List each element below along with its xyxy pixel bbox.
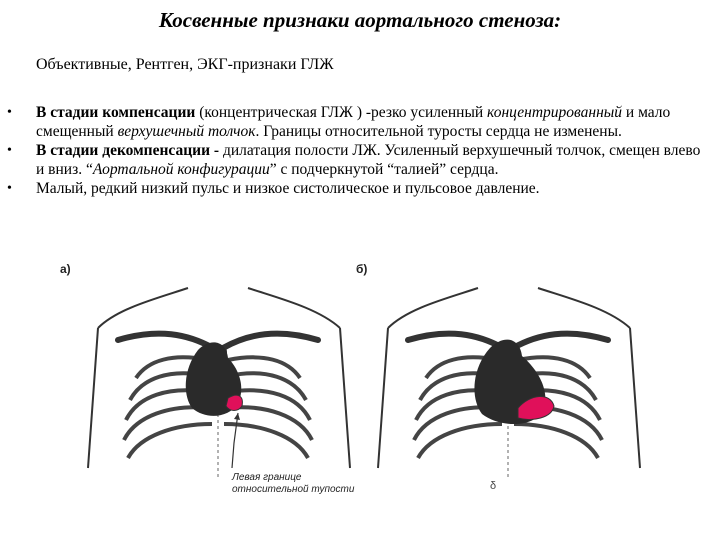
- bullet-1-bold: В стадии компенсации: [36, 104, 196, 121]
- bullet-1-text-3: . Границы относительной туросты сердца не изменены.: [255, 123, 622, 140]
- bullet-2-italic-1: Аортальной конфигурации: [92, 161, 270, 178]
- caption-line-2: относительной тупости: [232, 484, 355, 495]
- bullet-1-italic-1: концентрированный: [487, 104, 623, 121]
- pointer-line: [232, 413, 238, 468]
- apex-highlight: [226, 395, 242, 410]
- figure-b-chest-illustration: [368, 268, 648, 498]
- pointer-arrowhead: [234, 413, 240, 420]
- bullet-1-italic-2: верхушечный толчок: [117, 123, 256, 140]
- bullet-item-decompensation: [0, 141, 712, 179]
- figure-b-mark: δ: [490, 480, 497, 492]
- slide-subtitle: Объективные, Рентген, ЭКГ-признаки ГЛЖ: [36, 56, 334, 73]
- bullet-2-bold: В стадии декомпенсации -: [36, 142, 220, 159]
- bullet-2-text-2: ” с подчеркнутой “талией” сердца.: [269, 161, 499, 178]
- figure-a-caption: [232, 472, 354, 496]
- figure-b-label: б): [356, 262, 368, 276]
- bullet-1-text-1: (концентрическая ГЛЖ ) -резко усиленный: [195, 104, 488, 121]
- bullet-3-text: Малый, редкий низкий пульс и низкое систолическое и пульсовое давление.: [36, 180, 540, 197]
- caption-line-1: Левая границе: [232, 472, 302, 483]
- bullet-dot: •: [7, 181, 12, 196]
- bullet-1-text-2: и мало смещенный: [36, 104, 671, 140]
- bullet-dot: •: [7, 105, 12, 120]
- bullet-item-compensation: [0, 103, 712, 141]
- slide-title: Косвенные признаки аортального стеноза:: [158, 8, 562, 32]
- bullet-2-text-1: дилатация полости ЛЖ. Усиленный верхушечный толчок, смещен влево и вниз. “: [36, 142, 701, 178]
- bullet-list: [0, 103, 712, 198]
- bullet-dot: •: [7, 143, 12, 158]
- bullet-item-pulse: [0, 179, 712, 198]
- figure-a-chest-illustration: [78, 268, 358, 498]
- figure-a-label: а): [60, 262, 71, 276]
